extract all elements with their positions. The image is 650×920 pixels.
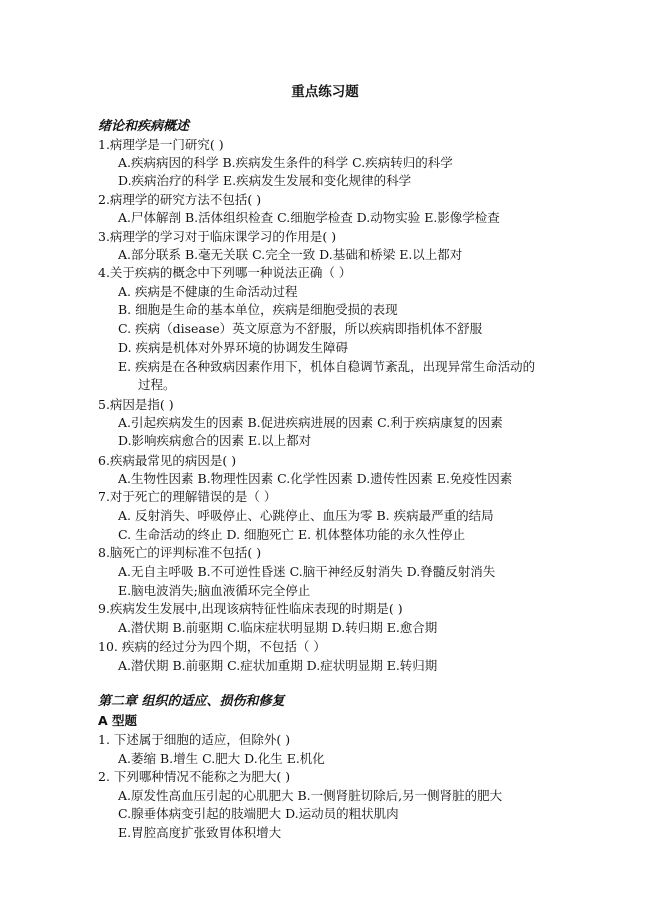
question-options: A.部分联系 B.毫无关联 C.完全一致 D.基础和桥梁 E.以上都对: [118, 247, 463, 262]
question-stem: 2.病理学的研究方法不包括( ): [98, 192, 262, 207]
question-options: E. 疾病是在各种致病因素作用下，机体自稳调节紊乱，出现异常生命活动的: [118, 359, 536, 374]
question-options: A.尸体解剖 B.活体组织检查 C.细胞学检查 D.动物实验 E.影像学检查: [118, 210, 500, 225]
question-options: B. 细胞是生命的基本单位，疾病是细胞受损的表现: [118, 302, 398, 317]
question-options: A.萎缩 B.增生 C.肥大 D.化生 E.机化: [118, 751, 325, 766]
question-stem: 5.病因是指( ): [98, 397, 174, 412]
question-options: D.影响疾病愈合的因素 E.以上都对: [118, 433, 312, 448]
question-stem: 4.关于疾病的概念中下列哪一种说法正确（ ）: [98, 265, 352, 280]
question-stem: 3.病理学的学习对于临床课学习的作用是( ): [98, 229, 337, 244]
page-title: 重点练习题: [291, 84, 359, 100]
chapter-heading: 第二章 组织的适应、损伤和修复: [98, 694, 285, 709]
question-options: A.潜伏期 B.前驱期 C.临床症状明显期 D.转归期 E.愈合期: [118, 620, 438, 635]
question-options: A.无自主呼吸 B.不可逆性昏迷 C.脑干神经反射消失 D.脊髓反射消失: [118, 564, 496, 579]
question-options: C. 生命活动的终止 D. 细胞死亡 E. 机体整体功能的永久性停止: [118, 527, 466, 542]
question-options: C.腺垂体病变引起的肢端肥大 D.运动员的粗状肌肉: [118, 806, 399, 821]
question-options: A. 反射消失、呼吸停止、心跳停止、血压为零 B. 疾病最严重的结局: [118, 508, 494, 523]
question-type-heading: A 型题: [98, 713, 138, 728]
section-heading: 绪论和疾病概述: [98, 119, 190, 134]
question-options: C. 疾病（disease）英文原意为不舒服，所以疾病即指机体不舒服: [118, 321, 483, 336]
question-options: A. 疾病是不健康的生命活动过程: [118, 284, 298, 299]
question-options: E.脑电波消失;脑血液循环完全停止: [118, 583, 311, 598]
question-options: D. 疾病是机体对外界环境的协调发生障碍: [118, 340, 349, 355]
question-stem: 2. 下列哪种情况不能称之为肥大( ): [98, 769, 291, 784]
question-stem: 9.疾病发生发展中,出现该病特征性临床表现的时期是( ): [98, 601, 403, 616]
question-stem: 7.对于死亡的理解错误的是（ ）: [98, 489, 277, 504]
question-stem: 1.病理学是一门研究( ): [98, 137, 224, 152]
question-stem: 1. 下述属于细胞的适应，但除外( ): [98, 732, 291, 747]
question-stem: 6.疾病最常见的病因是( ): [98, 453, 237, 468]
question-options: A.潜伏期 B.前驱期 C.症状加重期 D.症状明显期 E.转归期: [118, 658, 438, 673]
question-options: D.疾病治疗的科学 E.疾病发生发展和变化规律的科学: [118, 173, 412, 188]
question-options: A.原发性高血压引起的心肌肥大 B.一侧肾脏切除后,另一侧肾脏的肥大: [118, 788, 503, 803]
question-stem: 10. 疾病的经过分为四个期，不包括（ ）: [98, 639, 326, 654]
question-options: A.生物性因素 B.物理性因素 C.化学性因素 D.遗传性因素 E.免疫性因素: [118, 471, 513, 486]
question-options: A.疾病病因的科学 B.疾病发生条件的科学 C.疾病转归的科学: [118, 155, 453, 170]
question-options: E.胃腔高度扩张致胃体积增大: [118, 825, 282, 840]
question-options-continuation: 过程。: [138, 377, 176, 392]
question-options: A.引起疾病发生的因素 B.促进疾病进展的因素 C.利于疾病康复的因素: [118, 415, 503, 430]
question-stem: 8.脑死亡的评判标准不包括( ): [98, 545, 262, 560]
